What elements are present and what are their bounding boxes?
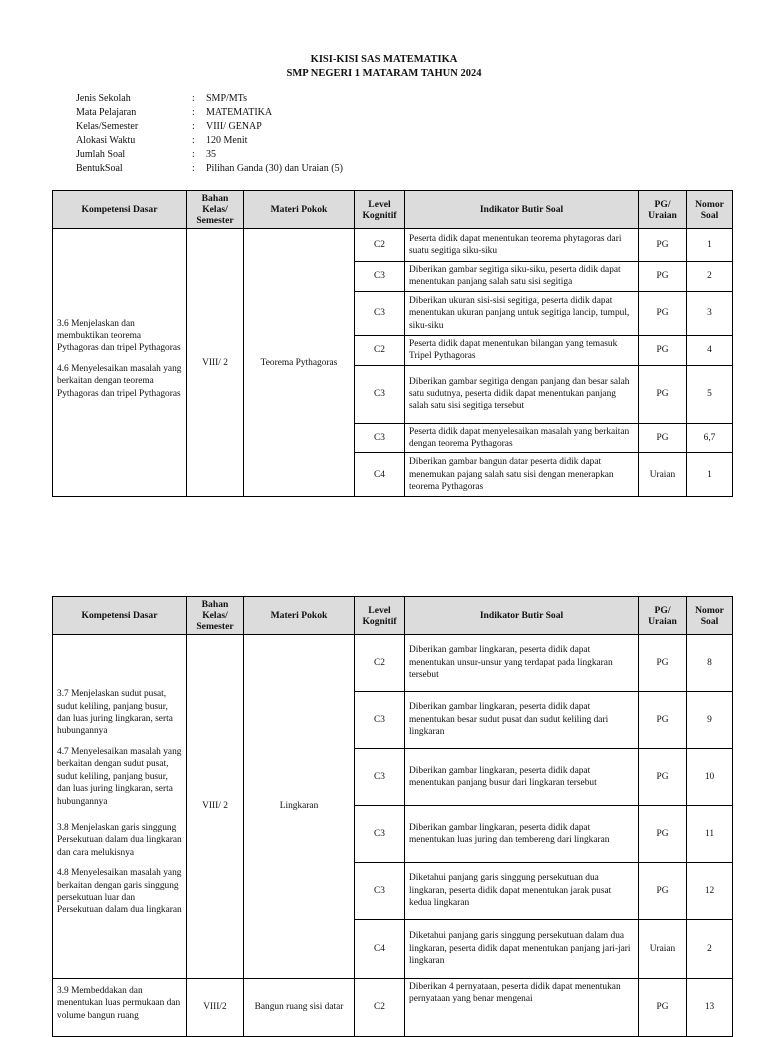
- level-cell: C3: [355, 806, 405, 863]
- level-cell: C4: [355, 453, 405, 497]
- col-nomor-soal: Nomor Soal: [687, 191, 733, 229]
- document-title: KISI-KISI SAS MATEMATIKA: [310, 54, 458, 65]
- info-label: Jenis Sekolah: [76, 93, 131, 104]
- materi-cell: Teorema Pythagoras: [244, 229, 355, 497]
- level-cell: C3: [355, 262, 405, 292]
- info-row: Jenis Sekolah : SMP/MTs: [76, 93, 247, 104]
- level-cell: C3: [355, 863, 405, 920]
- level-cell: C3: [355, 749, 405, 806]
- kisi-table-1: [52, 190, 733, 497]
- col-kompetensi-dasar: Kompetensi Dasar: [53, 191, 187, 229]
- info-row: Jumlah Soal : 35: [76, 149, 216, 160]
- info-value: VIII/ GENAP: [206, 121, 262, 132]
- nomor-cell: 2: [687, 920, 733, 979]
- level-cell: C2: [355, 335, 405, 365]
- kd-text: 3.6 Menjelaskan dan membuktikan teorema Pythagoras dan tripel Pythagoras: [57, 318, 181, 354]
- nomor-cell: 10: [687, 749, 733, 806]
- info-value: MATEMATIKA: [206, 107, 273, 118]
- level-cell: C4: [355, 920, 405, 979]
- col-indikator: Indikator Butir Soal: [405, 191, 639, 229]
- nomor-cell: 9: [687, 692, 733, 749]
- indikator-cell: Diketahui panjang garis singgung persekutuan dua lingkaran, peserta didik dapat menentukan jarak pusat kedua lingkaran: [405, 863, 639, 920]
- kompetensi-dasar-cell: [53, 635, 187, 979]
- nomor-cell: 3: [687, 291, 733, 335]
- info-label: Kelas/Semester: [76, 121, 139, 132]
- indikator-cell: Diberikan gambar bangun datar peserta didik dapat menemukan pajang salah satu sisi dengan menerapkan teorema Pythagoras: [405, 453, 639, 497]
- bentuk-cell: PG: [639, 806, 687, 863]
- info-row: Alokasi Waktu : 120 Menit: [76, 135, 248, 146]
- bentuk-cell: PG: [639, 229, 687, 262]
- table-row: [53, 635, 733, 692]
- document-subtitle: SMP NEGERI 1 MATARAM TAHUN 2024: [286, 68, 482, 79]
- indikator-cell: Diberikan gambar segitiga siku-siku, peserta didik dapat menentukan panjang salah satu sisi segitiga: [405, 262, 639, 292]
- kd-text: 3.8 Menjelaskan garis singgung Persekutuan dalam dua lingkaran dan cara melukisnya: [57, 822, 182, 858]
- bentuk-cell: Uraian: [639, 920, 687, 979]
- info-label: Jumlah Soal: [76, 149, 126, 160]
- nomor-cell: 4: [687, 335, 733, 365]
- kd-text: 4.8 Menyelesaikan masalah yang berkaitan dengan garis singgung persekutuan luar dan Persekutuan dalam dua lingkaran: [57, 868, 182, 916]
- col-pg-uraian: PG/ Uraian: [639, 597, 687, 635]
- col-indikator: Indikator Butir Soal: [405, 597, 639, 635]
- nomor-cell: 2: [687, 262, 733, 292]
- indikator-cell: Diberikan gambar lingkaran, peserta didik dapat menentukan besar sudut pusat dan sudut keliling dari lingkaran: [405, 692, 639, 749]
- level-cell: C3: [355, 291, 405, 335]
- level-cell: C3: [355, 365, 405, 423]
- col-kompetensi-dasar: Kompetensi Dasar: [53, 597, 187, 635]
- bentuk-cell: PG: [639, 979, 687, 1037]
- info-value: 120 Menit: [206, 135, 248, 146]
- bentuk-cell: PG: [639, 335, 687, 365]
- kd-text: 4.6 Menyelesaikan masalah yang berkaitan dengan teorema Pythagoras dan tripel Pythagoras: [57, 363, 182, 399]
- kompetensi-dasar-cell: [53, 229, 187, 497]
- indikator-cell: Peserta didik dapat menentukan bilangan yang temasuk Tripel Pythagoras: [405, 335, 639, 365]
- indikator-cell: Diberikan ukuran sisi-sisi segitiga, peserta didik dapat menentukan ukuran panjang untuk segitiga lancip, tumpul, siku-siku: [405, 291, 639, 335]
- info-row: BentukSoal : Pilihan Ganda (30) dan Uraian (5): [76, 163, 343, 174]
- kd-text: 4.7 Menyelesaikan masalah yang berkaitan dengan sudut pusat, sudut keliling, panjang busur, dan luas juring lingkaran, serta hubungannya: [57, 746, 182, 807]
- level-cell: C2: [355, 635, 405, 692]
- table-header-row: [53, 597, 733, 635]
- indikator-cell: Peserta didik dapat menentukan teorema phytagoras dari suatu segitiga siku-siku: [405, 229, 639, 262]
- level-cell: C2: [355, 979, 405, 1037]
- col-level-kognitif: Level Kognitif: [355, 597, 405, 635]
- level-cell: C3: [355, 692, 405, 749]
- indikator-cell: Diketahui panjang garis singgung persekutuan dalam dua lingkaran, peserta didik dapat menentukan panjang jari-jari lingkaran: [405, 920, 639, 979]
- info-label: Alokasi Waktu: [76, 135, 136, 146]
- table-header-row: [53, 191, 733, 229]
- indikator-cell: Diberikan gambar lingkaran, peserta didik dapat menentukan panjang busur dari lingkaran tersebut: [405, 749, 639, 806]
- col-pg-uraian: PG/ Uraian: [639, 191, 687, 229]
- col-bahan-kelas: Bahan Kelas/ Semester: [187, 597, 244, 635]
- nomor-cell: 5: [687, 365, 733, 423]
- bentuk-cell: PG: [639, 291, 687, 335]
- table-row: [53, 229, 733, 262]
- bentuk-cell: PG: [639, 365, 687, 423]
- table-row: [53, 979, 733, 1037]
- kd-text: 3.9 Membeddakan dan menentukan luas permukaan dan volume bangun ruang: [57, 985, 181, 1021]
- kisi-table-2: [52, 596, 733, 1037]
- indikator-cell: Diberikan 4 pernyataan, peserta didik dapat menentukan pernyataan yang benar mengenai: [405, 979, 639, 1037]
- nomor-cell: 6,7: [687, 423, 733, 453]
- bahan-cell: VIII/ 2: [187, 229, 244, 497]
- bahan-cell: VIII/ 2: [187, 635, 244, 979]
- bentuk-cell: PG: [639, 423, 687, 453]
- info-value: 35: [206, 149, 216, 160]
- indikator-cell: Diberikan gambar lingkaran, peserta didik dapat menentukan luas juring dan tembereng dari lingkaran: [405, 806, 639, 863]
- bentuk-cell: Uraian: [639, 453, 687, 497]
- kd-text: 3.7 Menjelaskan sudut pusat, sudut keliling, panjang busur, dan luas juring lingkaran, serta hubungannya: [57, 689, 173, 737]
- info-value: Pilihan Ganda (30) dan Uraian (5): [206, 163, 343, 174]
- kompetensi-dasar-cell: [53, 979, 187, 1037]
- info-block: [76, 92, 343, 176]
- col-level-kognitif: Level Kognitif: [355, 191, 405, 229]
- info-label: BentukSoal: [76, 163, 123, 174]
- bentuk-cell: PG: [639, 692, 687, 749]
- materi-cell: Lingkaran: [244, 635, 355, 979]
- bentuk-cell: PG: [639, 749, 687, 806]
- info-row: Kelas/Semester : VIII/ GENAP: [76, 121, 262, 132]
- level-cell: C3: [355, 423, 405, 453]
- indikator-cell: Diberikan gambar segitiga dengan panjang dan besar salah satu sudutnya, peserta didik dapat menentukan panjang salah satu sisi segitiga tersebut: [405, 365, 639, 423]
- bahan-cell: VIII/2: [187, 979, 244, 1037]
- level-cell: C2: [355, 229, 405, 262]
- nomor-cell: 12: [687, 863, 733, 920]
- nomor-cell: 8: [687, 635, 733, 692]
- info-value: SMP/MTs: [206, 93, 247, 104]
- nomor-cell: 1: [687, 453, 733, 497]
- col-bahan-kelas: Bahan Kelas/ Semester: [187, 191, 244, 229]
- col-materi-pokok: Materi Pokok: [244, 597, 355, 635]
- bentuk-cell: PG: [639, 863, 687, 920]
- info-row: Mata Pelajaran : MATEMATIKA: [76, 107, 273, 118]
- bentuk-cell: PG: [639, 635, 687, 692]
- nomor-cell: 11: [687, 806, 733, 863]
- materi-cell: Bangun ruang sisi datar: [244, 979, 355, 1037]
- col-materi-pokok: Materi Pokok: [244, 191, 355, 229]
- indikator-cell: Diberikan gambar lingkaran, peserta didik dapat menentukan unsur-unsur yang terdapat pada lingkaran tersebut: [405, 635, 639, 692]
- nomor-cell: 1: [687, 229, 733, 262]
- bentuk-cell: PG: [639, 262, 687, 292]
- info-label: Mata Pelajaran: [76, 107, 137, 118]
- col-nomor-soal: Nomor Soal: [687, 597, 733, 635]
- nomor-cell: 13: [687, 979, 733, 1037]
- indikator-cell: Peserta didik dapat menyelesaikan masalah yang berkaitan dengan teorema Pythagoras: [405, 423, 639, 453]
